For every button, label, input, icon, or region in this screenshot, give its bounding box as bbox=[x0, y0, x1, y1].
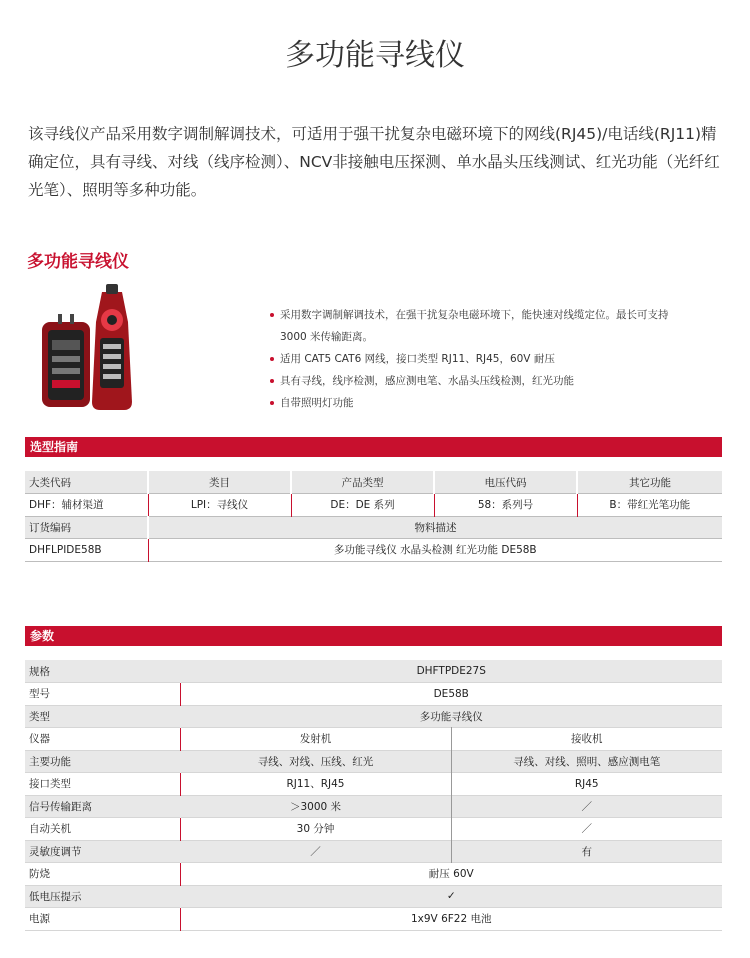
param-label: 灵敏度调节 bbox=[25, 840, 180, 863]
param-label: 主要功能 bbox=[25, 750, 180, 773]
param-value-transmitter: RJ11、RJ45 bbox=[180, 773, 451, 796]
feature-item-continued: 3000 米传输距离。 bbox=[280, 331, 374, 343]
table-row bbox=[25, 539, 722, 562]
table-row bbox=[25, 683, 722, 706]
table-header: 大类代码 bbox=[25, 471, 148, 494]
feature-item: 适用 CAT5 CAT6 网线，接口类型 RJ11、RJ45，60V 耐压 bbox=[268, 348, 718, 370]
param-value: 多功能寻线仪 bbox=[180, 705, 722, 728]
param-value-receiver: ／ bbox=[451, 795, 722, 818]
table-cell: B：带红光笔功能 bbox=[609, 499, 691, 512]
parameters-bar: 参数 bbox=[25, 626, 722, 646]
param-label: 规格 bbox=[25, 660, 180, 683]
feature-list bbox=[268, 304, 718, 414]
param-value-transmitter: ／ bbox=[180, 840, 451, 863]
param-value-receiver: ／ bbox=[581, 823, 592, 836]
table-header: 物料描述 bbox=[148, 516, 722, 539]
param-value-receiver: 有 bbox=[451, 840, 722, 863]
table-row bbox=[25, 885, 722, 908]
table-header: 其它功能 bbox=[577, 471, 722, 494]
table-cell: DHFLPIDE58B bbox=[25, 539, 148, 562]
param-value: DE58B bbox=[433, 687, 469, 700]
selection-guide-bar: 选型指南 bbox=[25, 437, 722, 457]
param-label: 电源 bbox=[25, 908, 180, 931]
table-cell: LPI：寻线仪 bbox=[148, 494, 291, 517]
param-label: 自动关机 bbox=[25, 818, 180, 841]
parameters-table bbox=[25, 660, 722, 931]
param-label: 仪器 bbox=[25, 728, 180, 751]
table-row bbox=[25, 908, 722, 931]
param-label: 接口类型 bbox=[25, 773, 180, 796]
param-label: 低电压提示 bbox=[25, 885, 180, 908]
table-row bbox=[25, 516, 722, 539]
table-row bbox=[25, 705, 722, 728]
table-row bbox=[25, 660, 722, 683]
feature-item: 具有寻线，线序检测，感应测电笔、水晶头压线检测，红光功能 bbox=[268, 370, 718, 392]
table-header: 产品类型 bbox=[291, 471, 434, 494]
table-row bbox=[25, 750, 722, 773]
selection-table bbox=[25, 471, 722, 562]
param-value-transmitter: 发射机 bbox=[180, 728, 451, 751]
intro-paragraph: 该寻线仪产品采用数字调制解调技术，可适用于强干扰复杂电磁环境下的网线(RJ45)/电话线(RJ11)精确定位，具有寻线、对线（线序检测）、NCV非接触电压探测、单水晶头压线测试、红光功能（光纤红光笔）、照明等多种功能。 bbox=[28, 125, 720, 199]
param-value-transmitter: ＞3000 米 bbox=[180, 795, 451, 818]
table-cell: DE：DE 系列 bbox=[291, 494, 434, 517]
param-label: 型号 bbox=[25, 683, 180, 706]
table-cell: DHF：辅材渠道 bbox=[25, 494, 148, 517]
table-row bbox=[25, 773, 722, 796]
param-label: 类型 bbox=[25, 705, 180, 728]
check-icon: ✓ bbox=[180, 885, 722, 908]
param-value-receiver: RJ45 bbox=[574, 777, 599, 790]
table-header: 订货编码 bbox=[25, 516, 148, 539]
param-value: DHFTPDE27S bbox=[180, 660, 722, 683]
param-value-transmitter: 寻线、对线、压线、红光 bbox=[180, 750, 451, 773]
table-cell: 多功能寻线仪 水晶头检测 红光功能 DE58B bbox=[333, 544, 537, 557]
param-value-receiver: 寻线、对线、照明、感应测电笔 bbox=[451, 750, 722, 773]
table-header: 类目 bbox=[148, 471, 291, 494]
table-row bbox=[25, 728, 722, 751]
table-cell: 58：系列号 bbox=[434, 494, 577, 517]
table-header: 电压代码 bbox=[434, 471, 577, 494]
param-label: 防烧 bbox=[25, 863, 180, 886]
page-title: 多功能寻线仪 bbox=[285, 38, 465, 73]
product-image bbox=[40, 282, 140, 412]
feature-item: 采用数字调制解调技术，在强干扰复杂电磁环境下，能快速对线缆定位。最长可支持 bbox=[268, 304, 718, 326]
product-section-title: 多功能寻线仪 bbox=[27, 252, 129, 272]
table-row bbox=[25, 818, 722, 841]
param-value-transmitter: 30 分钟 bbox=[180, 818, 451, 841]
param-value: 耐压 60V bbox=[428, 868, 474, 881]
table-row bbox=[25, 795, 722, 818]
table-row bbox=[25, 494, 722, 517]
table-row bbox=[25, 840, 722, 863]
param-value-receiver: 接收机 bbox=[571, 733, 603, 746]
param-value: 1x9V 6F22 电池 bbox=[410, 913, 492, 926]
feature-item: 自带照明灯功能 bbox=[268, 392, 718, 414]
param-label: 信号传输距离 bbox=[25, 795, 180, 818]
table-row bbox=[25, 471, 722, 494]
table-row bbox=[25, 863, 722, 886]
